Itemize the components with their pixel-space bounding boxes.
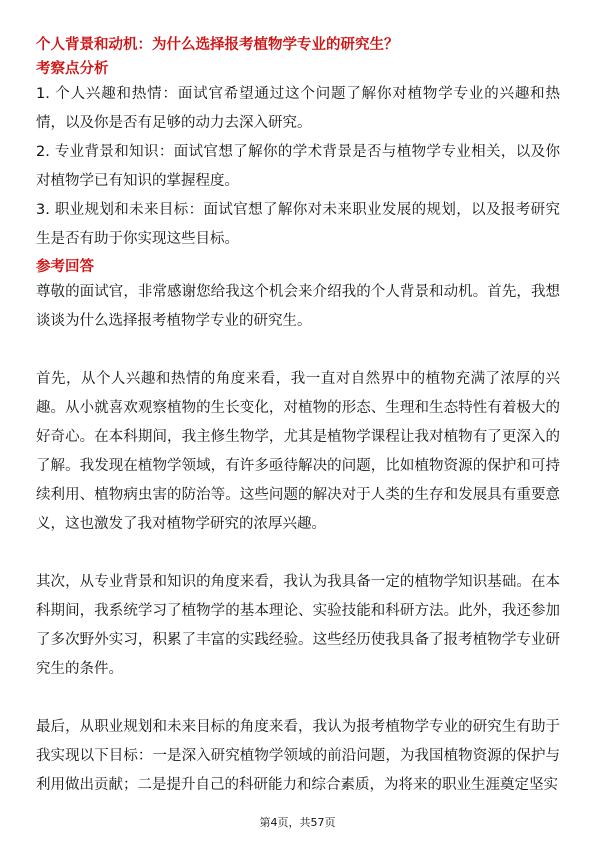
analysis-point: 2. 专业背景和知识：面试官想了解你的学术背景是否与植物学专业相关，以及你对植物学已有知识的掌握程度。 [36,144,560,189]
analysis-point: 1. 个人兴趣和热情：面试官希望通过这个问题了解你对植物学专业的兴趣和热情，以及你是否有足够的动力去深入研究。 [36,86,560,131]
question-title: 个人背景和动机：为什么选择报考植物学专业的研究生？ [36,37,399,53]
answer-paragraph: 最后，从职业规划和未来目标的角度来看，我认为报考植物学专业的研究生有助于我实现以下目标：一是深入研究植物学领域的前沿问题，为我国植物资源的保护与利用做出贡献；二是提升自己的科研能力和综合素质，为将来的职业生涯奠定坚实 [36,719,560,793]
answer-heading: 参考回答 [36,259,94,275]
analysis-heading: 考察点分析 [36,61,109,77]
answer-paragraph: 其次，从专业背景和知识的角度来看，我认为我具备一定的植物学知识基础。在本科期间，我系统学习了植物学的基本理论、实验技能和科研方法。此外，我还参加了多次野外实习，积累了丰富的实践经验。这些经历使我具备了报考植物学专业研究生的条件。 [36,574,560,677]
document-page [36,34,560,800]
answer-paragraph: 首先，从个人兴趣和热情的角度来看，我一直对自然界中的植物充满了浓厚的兴趣。从小就喜欢观察植物的生长变化，对植物的形态、生理和生态特性有着极大的好奇心。在本科期间，我主修生物学，尤其是植物学课程让我对植物有了更深入的了解。我发现在植物学领域，有许多亟待解决的问题，比如植物资源的保护和可持续利用、植物病虫害的防治等。这些问题的解决对于人类的生存和发展具有重要意义，这也激发了我对植物学研究的浓厚兴趣。 [36,371,560,532]
analysis-point: 3. 职业规划和未来目标：面试官想了解你对未来职业发展的规划，以及报考研究生是否有助于你实现这些目标。 [36,202,560,247]
answer-paragraph: 尊敬的面试官，非常感谢您给我这个机会来介绍我的个人背景和动机。首先，我想谈谈为什么选择报考植物学专业的研究生。 [36,284,560,329]
page-number: 第4页，共57页 [259,816,336,829]
